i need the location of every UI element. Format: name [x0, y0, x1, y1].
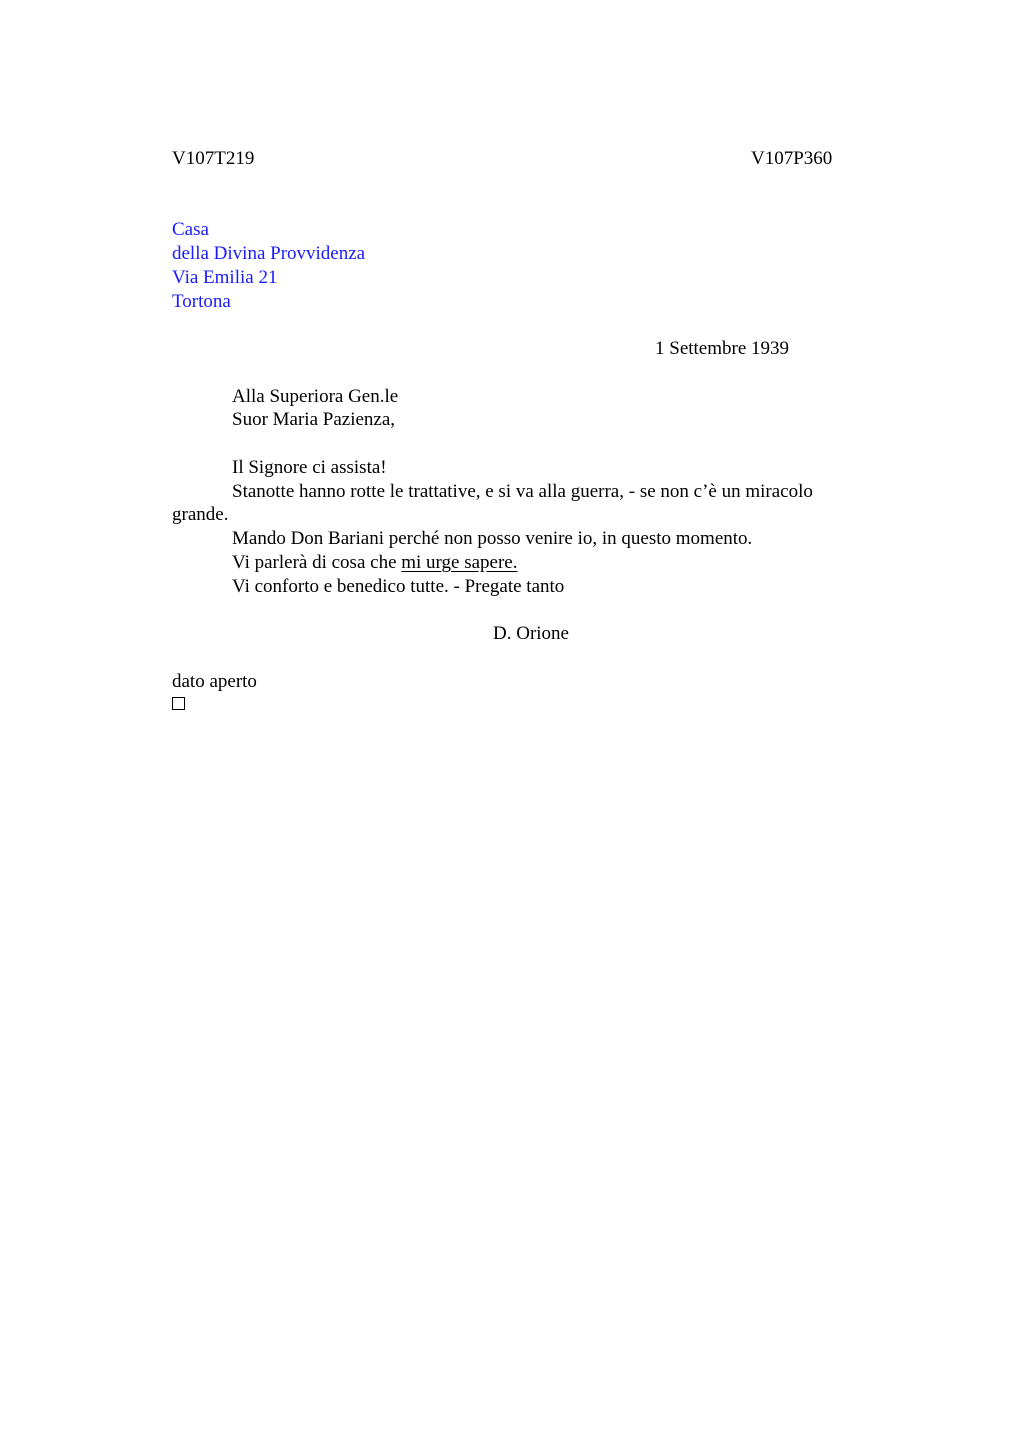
body-paragraph-2-line-2: grande.	[172, 504, 229, 525]
body-paragraph-1: Il Signore ci assista!	[232, 457, 387, 478]
footer-note: dato aperto	[172, 671, 257, 692]
letterhead-line-2: della Divina Provvidenza	[172, 243, 366, 264]
letter-date: 1 Settembre 1939	[655, 338, 790, 359]
underlined-phrase: mi urge sapere.	[401, 552, 518, 573]
body-paragraph-4-text: Vi parlerà di cosa che	[232, 552, 402, 573]
recipient-line-1: Alla Superiora Gen.le	[232, 386, 399, 407]
body-paragraph-5: Vi conforto e benedico tutte. - Pregate tanto	[232, 576, 565, 597]
body-paragraph-3: Mando Don Bariani perché non posso venire io, in questo momento.	[232, 528, 753, 549]
recipient-line-2: Suor Maria Pazienza,	[232, 409, 396, 430]
archive-code-right: V107P360	[751, 148, 833, 169]
letterhead-line-3: Via Emilia 21	[172, 267, 278, 288]
letterhead-line-1: Casa	[172, 219, 209, 240]
body-paragraph-2-line-1: Stanotte hanno rotte le trattative, e si va alla guerra, - se non c’è un miracolo	[232, 481, 813, 502]
empty-square-icon	[172, 697, 185, 710]
signature: D. Orione	[493, 623, 569, 644]
archive-code-left: V107T219	[172, 148, 255, 169]
letterhead-line-4: Tortona	[172, 291, 231, 312]
body-paragraph-4	[232, 551, 518, 575]
